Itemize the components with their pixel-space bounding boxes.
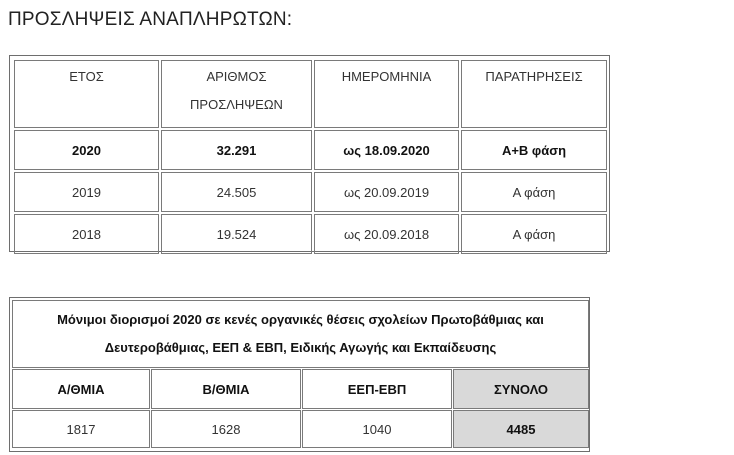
cell-secondary: 1628 [151,410,301,448]
header-primary: Α/ΘΜΙΑ [12,369,150,409]
header-notes: ΠΑΡΑΤΗΡΗΣΕΙΣ [461,60,607,128]
cell-eep-ebp: 1040 [302,410,452,448]
cell-notes: Α φάση [461,172,607,212]
table-row [12,410,589,448]
hires-table-container [9,55,610,252]
cell-notes: Α+Β φάση [461,130,607,170]
table-row [14,130,607,170]
table-row [14,172,607,212]
hires-table [12,58,609,256]
hires-table-header-row [14,60,607,128]
cell-count: 32.291 [161,130,312,170]
header-secondary: Β/ΘΜΙΑ [151,369,301,409]
header-count-line2: ΠΡΟΣΛΗΨΕΩΝ [190,97,283,112]
appointments-caption [12,300,589,368]
header-year: ΕΤΟΣ [14,60,159,128]
cell-notes: Α φάση [461,214,607,254]
cell-year: 2018 [14,214,159,254]
header-total: ΣΥΝΟΛΟ [453,369,589,409]
table-row [14,214,607,254]
header-count [161,60,312,128]
cell-year: 2019 [14,172,159,212]
appointments-header-row [12,369,589,409]
cell-date: ως 20.09.2019 [314,172,459,212]
cell-primary: 1817 [12,410,150,448]
cell-date: ως 20.09.2018 [314,214,459,254]
appointments-caption-line1: Μόνιμοι διορισμοί 2020 σε κενές οργανικές θέσεις σχολείων Πρωτοβάθμιας και [57,312,544,327]
cell-count: 24.505 [161,172,312,212]
appointments-caption-row [12,300,589,368]
page-title: ΠΡΟΣΛΗΨΕΙΣ ΑΝΑΠΛΗΡΩΤΩΝ: [8,9,293,30]
header-eep-ebp: ΕΕΠ-ΕΒΠ [302,369,452,409]
header-count-line1: ΑΡΙΘΜΟΣ [206,69,267,84]
cell-date: ως 18.09.2020 [314,130,459,170]
appointments-table [11,299,590,449]
cell-total: 4485 [453,410,589,448]
cell-year: 2020 [14,130,159,170]
cell-count: 19.524 [161,214,312,254]
header-date: ΗΜΕΡΟΜΗΝΙΑ [314,60,459,128]
appointments-table-container [9,297,590,452]
appointments-caption-line2: Δευτεροβάθμιας, ΕΕΠ & ΕΒΠ, Ειδικής Αγωγής και Εκπαίδευσης [104,340,497,355]
